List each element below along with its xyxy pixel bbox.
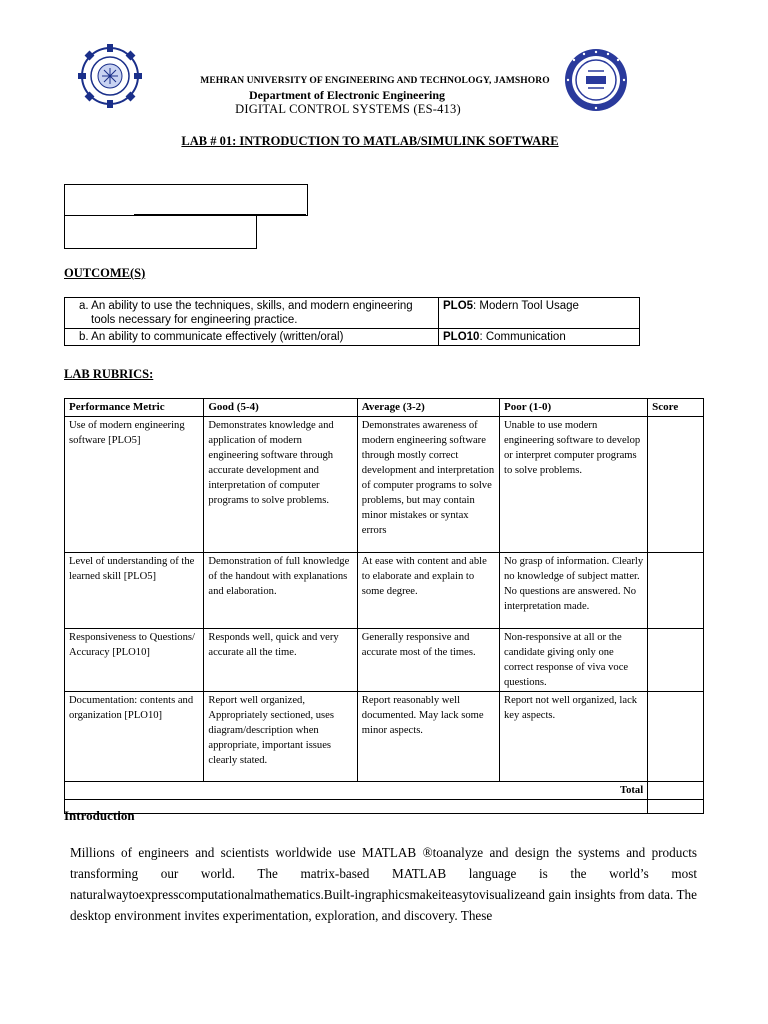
table-cell: Report not well organized, lack key aspects. bbox=[500, 692, 648, 782]
table-cell: Documentation: contents and organization [PLO10] bbox=[65, 692, 204, 782]
plo-cell: PLO10: Communication bbox=[439, 329, 640, 346]
student-info-box-lower bbox=[64, 214, 257, 249]
score-cell[interactable] bbox=[648, 692, 704, 782]
score-cell[interactable] bbox=[648, 417, 704, 553]
blank-cell bbox=[65, 800, 648, 814]
table-row bbox=[65, 553, 704, 629]
rubrics-table bbox=[64, 398, 704, 814]
col-header: Poor (1-0) bbox=[500, 399, 648, 417]
blank-row bbox=[65, 800, 704, 814]
introduction-heading: Introduction bbox=[64, 808, 135, 823]
outcomes-heading: OUTCOME(S) bbox=[64, 266, 146, 280]
rubrics-header-row bbox=[65, 399, 704, 417]
table-cell: Report reasonably well documented. May lack some minor aspects. bbox=[357, 692, 499, 782]
department-name: Department of Electronic Engineering bbox=[248, 88, 446, 102]
table-cell: Use of modern engineering software [PLO5] bbox=[65, 417, 204, 553]
outcome-row bbox=[65, 329, 640, 346]
outcome-row bbox=[65, 298, 640, 329]
table-cell: Responds well, quick and very accurate all the time. bbox=[204, 629, 357, 692]
university-name: MEHRAN UNIVERSITY OF ENGINEERING AND TECHNOLOGY, JAMSHORO bbox=[200, 76, 550, 86]
introduction-text: Millions of engineers and scientists worldwide use MATLAB ®toanalyze and design the systems and products transforming our world. The matrix-based MATLAB language is the world’s most naturalwaytoexpresscomputationalmathematics.Built-ingraphicsmakeiteasytovisualizeand gain insights from data. The desktop environment invites experimentation, exploration, and discovery. These bbox=[70, 845, 697, 923]
table-row bbox=[65, 692, 704, 782]
col-header: Performance Metric bbox=[65, 399, 204, 417]
course-title: DIGITAL CONTROL SYSTEMS (ES-413) bbox=[235, 102, 461, 116]
student-info-box bbox=[64, 184, 308, 216]
table-cell: Report well organized, Appropriately sectioned, uses diagram/description when appropriate, important issues clearly stated. bbox=[204, 692, 357, 782]
lab-title: LAB # 01: INTRODUCTION TO MATLAB/SIMULINK SOFTWARE bbox=[181, 134, 559, 148]
table-cell: Demonstrates awareness of modern engineering software through mostly correct development and interpretation of computer programs to solve problems, but may contain minor mistakes or syntax errors bbox=[357, 417, 499, 553]
table-cell: Unable to use modern engineering software to develop or interpret computer programs to solve problems. bbox=[500, 417, 648, 553]
outcome-cell: a. An ability to use the techniques, skills, and modern engineering tools necessary for engineering practice. bbox=[65, 298, 439, 329]
score-cell[interactable] bbox=[648, 553, 704, 629]
table-row bbox=[65, 417, 704, 553]
col-header: Score bbox=[648, 399, 704, 417]
col-header: Average (3-2) bbox=[357, 399, 499, 417]
total-score-cell[interactable] bbox=[648, 782, 704, 800]
name-underline bbox=[134, 214, 306, 215]
total-label: Total bbox=[65, 782, 648, 800]
blank-cell bbox=[648, 800, 704, 814]
outcome-cell: b. An ability to communicate effectively (written/oral) bbox=[65, 329, 439, 346]
plo-cell: PLO5: Modern Tool Usage bbox=[439, 298, 640, 329]
rubrics-heading: LAB RUBRICS: bbox=[64, 367, 154, 381]
col-header: Good (5-4) bbox=[204, 399, 357, 417]
table-cell: Demonstration of full knowledge of the handout with explanations and elaboration. bbox=[204, 553, 357, 629]
table-cell: Responsiveness to Questions/ Accuracy [PLO10] bbox=[65, 629, 204, 692]
outcomes-table bbox=[64, 297, 640, 346]
table-cell: Level of understanding of the learned skill [PLO5] bbox=[65, 553, 204, 629]
total-row bbox=[65, 782, 704, 800]
table-cell: No grasp of information. Clearly no knowledge of subject matter. No questions are answered. No interpretation made. bbox=[500, 553, 648, 629]
table-cell: Non-responsive at all or the candidate giving only one correct response of viva voce questions. bbox=[500, 629, 648, 692]
table-cell: At ease with content and able to elaborate and explain to some degree. bbox=[357, 553, 499, 629]
table-row bbox=[65, 629, 704, 692]
score-cell[interactable] bbox=[648, 629, 704, 692]
table-cell: Demonstrates knowledge and application of modern engineering software through accurate development and interpretation of computer programs to solve problems. bbox=[204, 417, 357, 553]
table-cell: Generally responsive and accurate most of the times. bbox=[357, 629, 499, 692]
